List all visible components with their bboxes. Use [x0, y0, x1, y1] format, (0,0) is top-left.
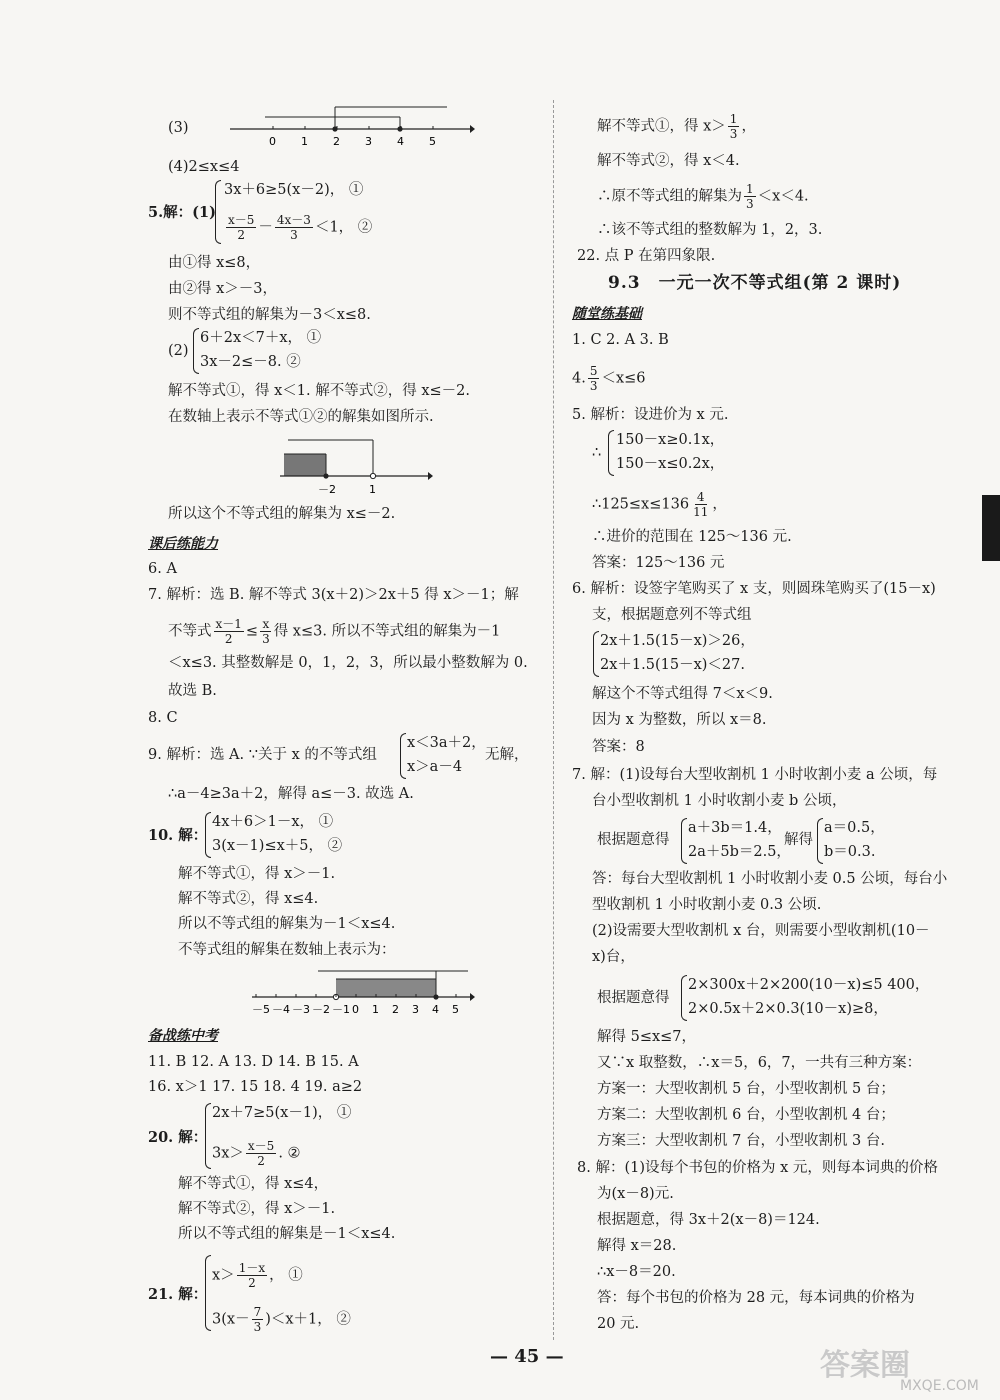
text-line: 5. 解析：设进价为 x 元. — [572, 407, 729, 423]
edge-tab — [982, 495, 1000, 561]
text-line: 解不等式①，得 x＜1. 解不等式②，得 x≤－2. — [168, 383, 470, 399]
text-line: 不等式组的解集在数轴上表示为： — [178, 942, 396, 958]
tick-label: －1 — [332, 1003, 350, 1016]
tick-label: 1 — [301, 135, 308, 148]
tick-label: －5 — [252, 1003, 270, 1016]
text-line: 方案二：大型收割机 6 台，小型收割机 4 台； — [597, 1107, 895, 1123]
text-line: 7. 解：(1)设每台大型收割机 1 小时收割小麦 a 公顷，每 — [572, 767, 938, 783]
equation-line: 6＋2x＜7＋x， ① — [200, 330, 322, 346]
brace — [400, 733, 406, 779]
text-line: 所以这个不等式组的解集为 x≤－2. — [168, 506, 396, 522]
text-line: 1. C 2. A 3. B — [572, 332, 669, 348]
equation-line: 2×300x＋2×200(10－x)≤5 400， — [688, 977, 930, 993]
tick-label: 1 — [369, 483, 376, 496]
text-line: 型收割机 1 小时收割小麦 0.3 公顷. — [592, 897, 822, 913]
problem-label: 20. 解： — [148, 1129, 208, 1146]
brace — [681, 975, 687, 1021]
text-line: x)台， — [592, 949, 635, 965]
equation-line: x＞ $\frac{1-x}{2}$ ， ① — [212, 1261, 303, 1290]
brace — [215, 180, 221, 244]
text-line: 所以不等式组的解集为－1＜x≤4. — [178, 916, 396, 932]
text-line: 则不等式组的解集为－3＜x≤8. — [168, 307, 371, 323]
number-line-b — [248, 965, 478, 1020]
brace — [593, 631, 599, 677]
text-line: (3) — [168, 120, 189, 136]
text-line: 在数轴上表示不等式①②的解集如图所示. — [168, 409, 434, 425]
brace — [608, 430, 614, 476]
equation-line: 3(x－ $\frac{7}{3}$ )＜x＋1， ② — [212, 1305, 351, 1334]
text-line: (4)2≤x≤4 — [168, 159, 240, 175]
text-line: 解得 — [784, 832, 813, 848]
tick-label: 2 — [333, 135, 340, 148]
equation-line: 150－x≤0.2x， — [616, 456, 725, 472]
equation-line: a＝0.5， — [824, 820, 885, 836]
text-line: ∴a－4≥3a＋2，解得 a≤－3. 故选 A. — [168, 786, 414, 802]
text-line: 9. 解析：选 A. ∵关于 x 的不等式组 — [148, 747, 377, 763]
text-line: 6. A — [148, 561, 177, 577]
text-line: (2)设需要大型收割机 x 台，则需要小型收割机(10－ — [592, 923, 930, 939]
page-number: — 45 — — [490, 1346, 564, 1367]
brace — [205, 1103, 211, 1169]
tick-label: 1 — [372, 1003, 379, 1016]
text-line: (2) — [168, 343, 189, 359]
text-line: 根据题意，得 3x＋2(x－8)＝124. — [597, 1212, 820, 1228]
text-line: 解不等式②，得 x＞－1. — [178, 1201, 336, 1217]
text-line: ∴x－8＝20. — [597, 1264, 676, 1280]
equation-line: x＞a－4 — [407, 759, 463, 775]
text-line: 为(x－8)元. — [597, 1186, 674, 1202]
text-line: ∴125≤x≤136 $\frac{4}{11}$ ， — [592, 490, 727, 519]
tick-label: 5 — [429, 135, 436, 148]
equation-line: 3x＞ $\frac{x-5}{2}$ . ② — [212, 1139, 301, 1168]
text-line: 解得 x＝28. — [597, 1238, 677, 1254]
text-line: 根据题意得 — [597, 990, 670, 1006]
number-line-a — [278, 436, 438, 498]
equation-line: 2x＋1.5(15－x)＜27. — [600, 657, 745, 673]
brace — [681, 818, 687, 864]
section-heading: 随堂练基础 — [572, 306, 642, 322]
equation-line: 2x＋1.5(15－x)＞26， — [600, 633, 755, 649]
equation-line: b＝0.3. — [824, 844, 876, 860]
text-line: ∴该不等式组的整数解为 1，2，3. — [597, 222, 823, 238]
tick-label: 4 — [397, 135, 404, 148]
text-line: 解不等式①，得 x＞－1. — [178, 866, 336, 882]
equation-line: 3x＋6≥5(x－2)， ① — [224, 182, 364, 198]
text-line: ∴原不等式组的解集为 $\frac{1}{3}$ ＜x＜4. — [597, 182, 809, 211]
text-line: 16. x＞1 17. 15 18. 4 19. a≥2 — [148, 1079, 363, 1095]
text-line: 支，根据题意列不等式组 — [592, 607, 752, 623]
text-line: 答：每个书包的价格为 28 元，每本词典的价格为 — [597, 1290, 915, 1306]
equation-line: 3(x－1)≤x＋5， ② — [212, 838, 343, 854]
problem-label: 21. 解： — [148, 1286, 208, 1303]
section-heading: 备战练中考 — [148, 1028, 218, 1044]
text-line: 7. 解析：选 B. 解不等式 3(x＋2)＞2x＋5 得 x＞－1；解 — [148, 587, 519, 603]
text-line: 根据题意得 — [597, 832, 670, 848]
equation-line: $\frac{x-5}{2}$ － $\frac{4x-3}{3}$ ＜1， ② — [228, 213, 373, 242]
text-line: ＜x≤3. 其整数解是 0，1，2，3，所以最小整数解为 0. — [168, 655, 528, 671]
text-line: 4. $\frac{5}{3}$ ＜x≤6 — [572, 364, 646, 393]
text-line: 由②得 x＞－3， — [168, 281, 278, 297]
text-line: 解不等式②，得 x≤4. — [178, 891, 319, 907]
tick-label: －4 — [272, 1003, 290, 1016]
brace — [817, 818, 823, 864]
equation-line: 2×0.5x＋2×0.3(10－x)≥8， — [688, 1001, 888, 1017]
text-line: 8. C — [148, 710, 178, 726]
tick-label: 0 — [352, 1003, 359, 1016]
text-line: 方案一：大型收割机 5 台，小型收割机 5 台； — [597, 1081, 895, 1097]
text-line: 又∵x 取整数，∴x＝5，6，7，一共有三种方案： — [597, 1055, 922, 1071]
text-line: 解不等式②，得 x＜4. — [597, 153, 740, 169]
brace — [193, 328, 199, 374]
text-line: 22. 点 P 在第四象限. — [577, 248, 716, 264]
equation-line: 4x＋6＞1－x， ① — [212, 814, 334, 830]
text-line: ∴进价的范围在 125～136 元. — [592, 529, 792, 545]
text-line: 因为 x 为整数，所以 x＝8. — [592, 712, 767, 728]
text-line: 由①得 x≤8， — [168, 255, 261, 271]
number-line-top — [225, 103, 475, 148]
tick-label: 3 — [412, 1003, 419, 1016]
text-line: 11. B 12. A 13. D 14. B 15. A — [148, 1054, 359, 1070]
text-line: 8. 解：(1)设每个书包的价格为 x 元，则每本词典的价格 — [577, 1160, 938, 1176]
watermark-logo: 答案圈 — [820, 1348, 910, 1383]
text-line: 6. 解析：设签字笔购买了 x 支，则圆珠笔购买了(15－x) — [572, 581, 936, 597]
section-heading: 课后练能力 — [148, 536, 218, 552]
text-line: 解这个不等式组得 7＜x＜9. — [592, 686, 773, 702]
equation-line: a＋3b＝1.4， — [688, 820, 782, 836]
tick-label: 5 — [452, 1003, 459, 1016]
text-line: 解不等式①，得 x≤4， — [178, 1176, 329, 1192]
column-divider — [553, 100, 554, 1340]
equation-line: 150－x≥0.1x， — [616, 432, 725, 448]
tick-label: 4 — [432, 1003, 439, 1016]
equation-line: 2a＋5b＝2.5， — [688, 844, 791, 860]
equation-line: 3x－2≤－8. ② — [200, 354, 301, 370]
watermark-url: MXQE.COM — [900, 1378, 979, 1394]
tick-label: 2 — [392, 1003, 399, 1016]
text-line: 20 元. — [597, 1316, 640, 1332]
problem-label: 5.解：(1) — [148, 204, 216, 221]
tick-label: 3 — [365, 135, 372, 148]
equation-line: 2x＋7≥5(x－1)， ① — [212, 1105, 352, 1121]
problem-label: 10. 解： — [148, 827, 208, 844]
text-line: 所以不等式组的解集是－1＜x≤4. — [178, 1226, 396, 1242]
text-line: 答：每台大型收割机 1 小时收割小麦 0.5 公顷，每台小 — [592, 871, 948, 887]
tick-label: －3 — [292, 1003, 310, 1016]
text-line: 不等式 $\frac{x-1}{2}$ ≤ $\frac{x}{3}$ 得 x≤3. 所以不等式组的解集为－1 — [168, 617, 501, 646]
text-line: 解不等式①，得 x＞ $\frac{1}{3}$ ， — [597, 112, 756, 141]
brace — [205, 812, 211, 858]
brace — [205, 1255, 211, 1331]
equation-line: x＜3a＋2， — [407, 735, 486, 751]
text-line: 台小型收割机 1 小时收割小麦 b 公顷， — [592, 793, 847, 809]
text-line: 故选 B. — [168, 683, 217, 699]
tick-label: 0 — [269, 135, 276, 148]
text-line: 解得 5≤x≤7， — [597, 1029, 697, 1045]
text-line: ∴ — [592, 445, 602, 461]
text-line: 方案三：大型收割机 7 台，小型收割机 3 台. — [597, 1133, 885, 1149]
text-line: 无解， — [485, 747, 529, 763]
text-line: 答案：8 — [592, 739, 645, 755]
section-title: 9.3 一元一次不等式组(第 2 课时) — [608, 273, 902, 293]
text-line: 答案：125～136 元 — [592, 555, 725, 571]
tick-label: －2 — [312, 1003, 330, 1016]
tick-label: －2 — [318, 483, 336, 496]
